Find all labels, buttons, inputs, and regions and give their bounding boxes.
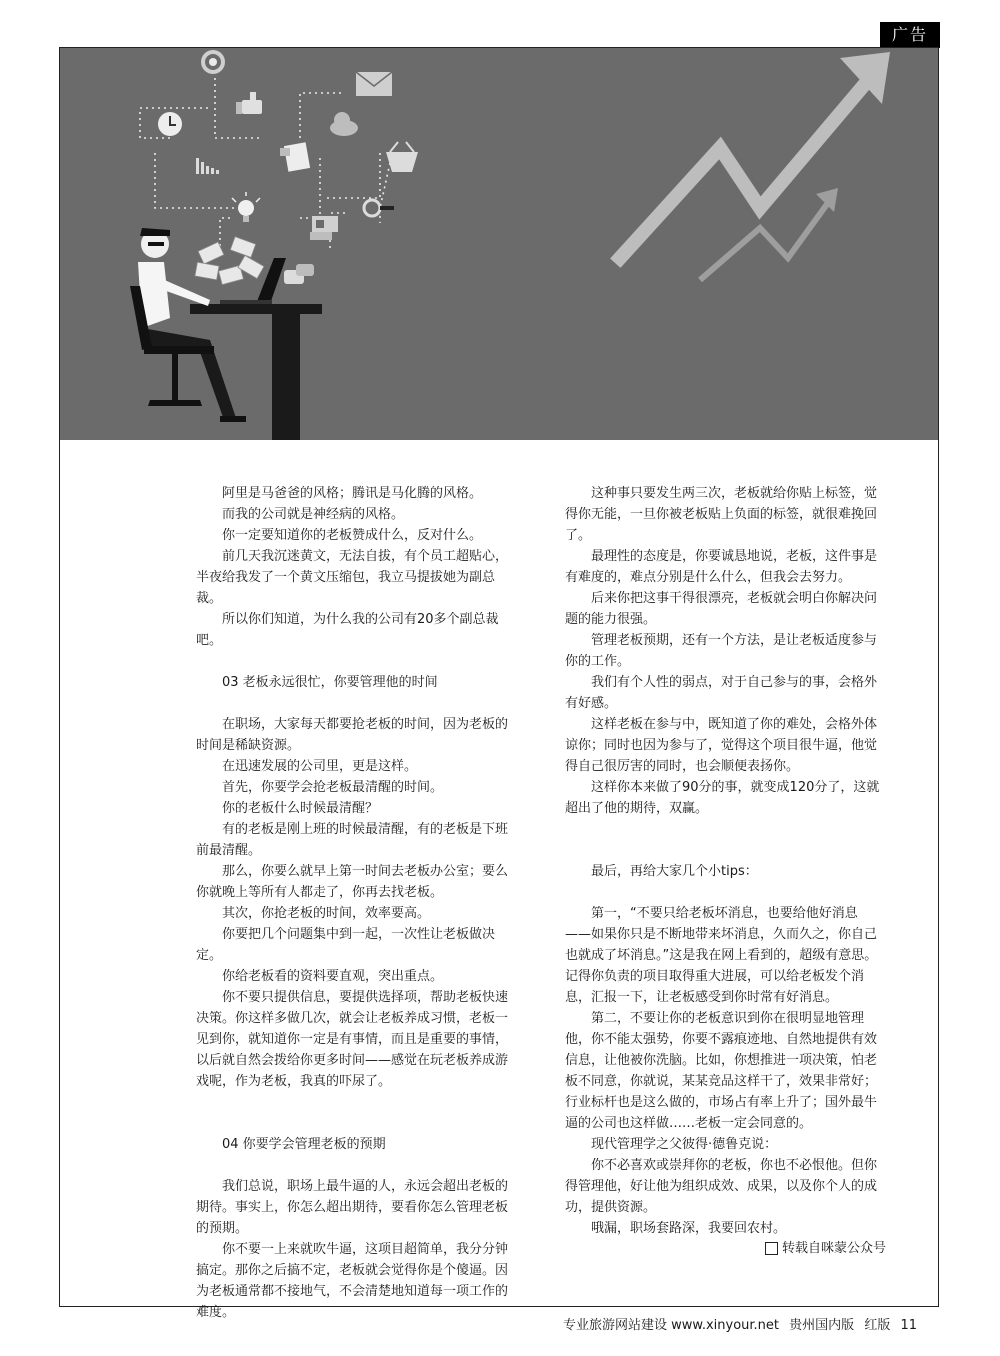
article-right-column <box>565 483 881 1239</box>
clock-icon <box>158 112 182 136</box>
paragraph: 你一定要知道你的老板赞成什么，反对什么。 <box>222 528 483 543</box>
document-icon <box>280 142 310 171</box>
paragraph: 你给老板看的资料要直观，突出重点。 <box>222 969 444 984</box>
paragraph: 所以你们知道，为什么我的公司有20多个副总裁吧。 <box>196 612 499 648</box>
paragraph: 第二，不要让你的老板意识到你在很明显地管理他，你不能太强势，你要不露痕迹地、自然地提供有效信息，让他被你洗脑。比如，你想推进一项决策，怕老板不同意，你就说，某某竞品这样干了，效果非常好；行业标杆也是这么做的，市场占有率上升了；国外最牛逼的公司也这样做……老板一定会同意的。 <box>565 1011 878 1131</box>
growth-arrow-icon <box>620 52 890 258</box>
paragraph: 这种事只要发生两三次，老板就给你贴上标签，觉得你无能，一旦你被老板贴上负面的标签，就很难挽回了。 <box>565 486 878 543</box>
basket-icon <box>386 142 418 172</box>
paragraph: 在迅速发展的公司里，更是这样。 <box>222 759 418 774</box>
ad-label: 广告 <box>880 22 940 48</box>
square-icon <box>765 1242 778 1255</box>
money-icon <box>195 237 264 285</box>
footer-color-edition: 红版 <box>864 1318 891 1333</box>
bar-chart-icon <box>196 158 219 174</box>
footer-edition: 贵州国内版 <box>789 1318 855 1333</box>
paragraph: 你要把几个问题集中到一起，一次性让老板做决定。 <box>196 927 496 963</box>
paragraph: 我们有个人性的弱点，对于自己参与的事，会格外有好感。 <box>565 675 878 711</box>
card-icon <box>310 216 338 240</box>
paragraph: 而我的公司就是神经病的风格。 <box>222 507 405 522</box>
lightbulb-icon <box>232 192 260 222</box>
paragraph: 有的老板是刚上班的时候最清醒，有的老板是下班前最清醒。 <box>196 822 509 858</box>
paragraph: 最理性的态度是，你要诚恳地说，老板，这件事是有难度的，难点分别是什么什么，但我会去努力。 <box>565 549 878 585</box>
paragraph: 那么，你要么就早上第一时间去老板办公室；要么你就晚上等所有人都走了，你再去找老板。 <box>196 864 509 900</box>
cloud-icon <box>330 112 358 136</box>
hero-illustration <box>60 48 938 440</box>
paragraph: 这样老板在参与中，既知道了你的难处，会格外体谅你；同时也因为参与了，觉得这个项目很牛逼，他觉得自己很厉害的同时，也会顺便表扬你。 <box>565 717 878 774</box>
section-heading-04: 04 你要学会管理老板的预期 <box>222 1137 386 1152</box>
connector-line <box>325 153 380 198</box>
paragraph: 你的老板什么时候最清醒？ <box>222 801 379 816</box>
article-left-column <box>196 483 512 1323</box>
page-footer <box>563 1316 923 1336</box>
tips-heading: 最后，再给大家几个小tips： <box>591 864 758 879</box>
paragraph: 其次，你抢老板的时间，效率要高。 <box>222 906 431 921</box>
target-icon <box>201 50 225 74</box>
paragraph: 第一，“不要只给老板坏消息，也要给他好消息——如果你只是不断地带来坏消息，久而久之，你自己也就成了坏消息。”这是我在网上看到的，超级有意思。记得你负责的项目取得重大进展，可以给老板发个消息，汇报一下，让老板感受到你时常有好消息。 <box>565 906 878 1005</box>
envelope-icon <box>356 72 392 96</box>
paragraph: 你不要只提供信息，要提供选择项，帮助老板快速决策。你这样多做几次，就会让老板养成习惯，老板一见到你，就知道你一定是有事情，而且是重要的事情，以后就自然会拨给你更多时间——感觉在玩老板养成游戏呢，作为老板，我真的吓尿了。 <box>196 990 509 1089</box>
section-heading-03: 03 老板永远很忙，你要管理他的时间 <box>222 675 438 690</box>
paragraph: 阿里是马爸爸的风格；腾讯是马化腾的风格。 <box>222 486 483 501</box>
paragraph: 我们总说，职场上最牛逼的人，永远会超出老板的期待。事实上，你怎么超出期待，要看你怎么管理老板的预期。 <box>196 1179 509 1236</box>
paragraph: 这样你本来做了90分的事，就变成120分了，这就超出了他的期待，双赢。 <box>565 780 880 816</box>
page-number: 11 <box>900 1318 918 1333</box>
paragraph: 你不必喜欢或崇拜你的老板，你也不必恨他。但你得管理他，好让他为组织成效、成果，以及你个人的成功，提供资源。 <box>565 1158 878 1215</box>
source-credit <box>765 1238 886 1259</box>
paragraph: 现代管理学之父彼得·德鲁克说： <box>591 1137 778 1152</box>
paragraph: 前几天我沉迷黄文，无法自拔，有个员工超贴心，半夜给我发了一个黄文压缩包，我立马提拔她为副总裁。 <box>196 549 509 606</box>
chat-bubble-icon <box>284 264 314 284</box>
footer-site-text: 专业旅游网站建设 www.xinyour.net <box>563 1318 780 1333</box>
paragraph: 在职场，大家每天都要抢老板的时间，因为老板的时间是稀缺资源。 <box>196 717 509 753</box>
paragraph: 首先，你要学会抢老板最清醒的时间。 <box>222 780 444 795</box>
paragraph: 管理老板预期，还有一个方法，是让老板适度参与你的工作。 <box>565 633 878 669</box>
magnifier-icon <box>364 200 394 216</box>
connector-line <box>380 163 390 223</box>
person-icon <box>138 228 246 422</box>
paragraph: 哦漏，职场套路深，我要回农村。 <box>591 1221 787 1236</box>
hero-svg <box>60 48 938 440</box>
thumbs-up-icon <box>236 92 262 114</box>
paragraph: 你不要一上来就吹牛逼，这项目超简单，我分分钟搞定。那你之后搞不定，老板就会觉得你是个傻逼。因为老板通常都不接地气，不会清楚地知道每一项工作的难度。 <box>196 1242 509 1320</box>
paragraph: 后来你把这事干得很漂亮，老板就会明白你解决问题的能力很强。 <box>565 591 878 627</box>
connector-line <box>220 218 230 248</box>
source-text: 转载自咪蒙公众号 <box>782 1241 887 1256</box>
